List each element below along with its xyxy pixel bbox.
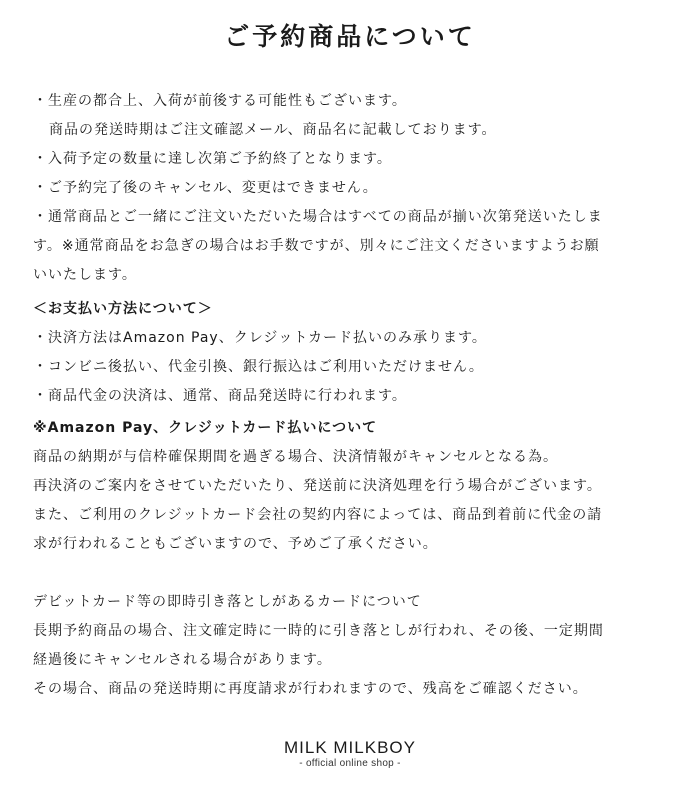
card-payment-line: 求が行われることもございますので、予めご了承ください。 (33, 536, 438, 552)
card-payment-line: 再決済のご案内をさせていただいたり、発送前に決済処理を行う場合がございます。 (33, 478, 602, 494)
note-line: ・生産の都合上、入荷が前後する可能性もございます。 (33, 93, 407, 109)
note-line: ・通常商品とご一緒にご注文いただいた場合はすべての商品が揃い次第発送いたしま (33, 209, 603, 225)
note-line: ・入荷予定の数量に達し次第ご予約終了となります。 (33, 151, 392, 167)
debit-card-section (33, 588, 673, 704)
payment-note-line: ・商品代金の決済は、通常、商品発送時に行われます。 (33, 388, 407, 404)
debit-card-line: デビットカード等の即時引き落としがあるカードについて (33, 594, 422, 610)
note-line: いいたします。 (33, 267, 137, 283)
card-payment-section (33, 414, 673, 559)
brand-name: MILK MILKBOY (284, 738, 416, 757)
payment-note-line: ・コンビニ後払い、代金引換、銀行振込はご利用いただけません。 (33, 359, 484, 375)
note-line: す。※通常商品をお急ぎの場合はお手数ですが、別々にご注文くださいますようお願 (33, 238, 600, 254)
debit-card-line: 長期予約商品の場合、注文確定時に一時的に引き落としが行われ、その後、一定期間 (33, 623, 604, 639)
payment-method-heading: ＜お支払い方法について＞ (33, 301, 213, 317)
payment-method-section (33, 295, 673, 411)
debit-card-line: 経過後にキャンセルされる場合があります。 (33, 652, 332, 668)
page-title: ご予約商品について (224, 22, 476, 51)
card-payment-heading: ※Amazon Pay、クレジットカード払いについて (33, 420, 378, 436)
reservation-notes (33, 87, 673, 290)
note-line: ・ご予約完了後のキャンセル、変更はできません。 (33, 180, 378, 196)
brand-logo (0, 738, 700, 770)
notice-content (33, 87, 673, 704)
debit-card-line: その場合、商品の発送時期に再度請求が行われますので、残高をご確認ください。 (33, 681, 588, 697)
payment-note-line: ・決済方法はAmazon Pay、クレジットカード払いのみ承ります。 (33, 330, 487, 346)
card-payment-line: また、ご利用のクレジットカード会社の契約内容によっては、商品到着前に代金の請 (33, 507, 603, 523)
card-payment-line: 商品の納期が与信枠確保期間を過ぎる場合、決済情報がキャンセルとなる為。 (33, 449, 558, 465)
brand-subtitle: - official online shop - (299, 758, 401, 769)
note-line: 商品の発送時期はご注文確認メール、商品名に記載しております。 (49, 122, 497, 138)
